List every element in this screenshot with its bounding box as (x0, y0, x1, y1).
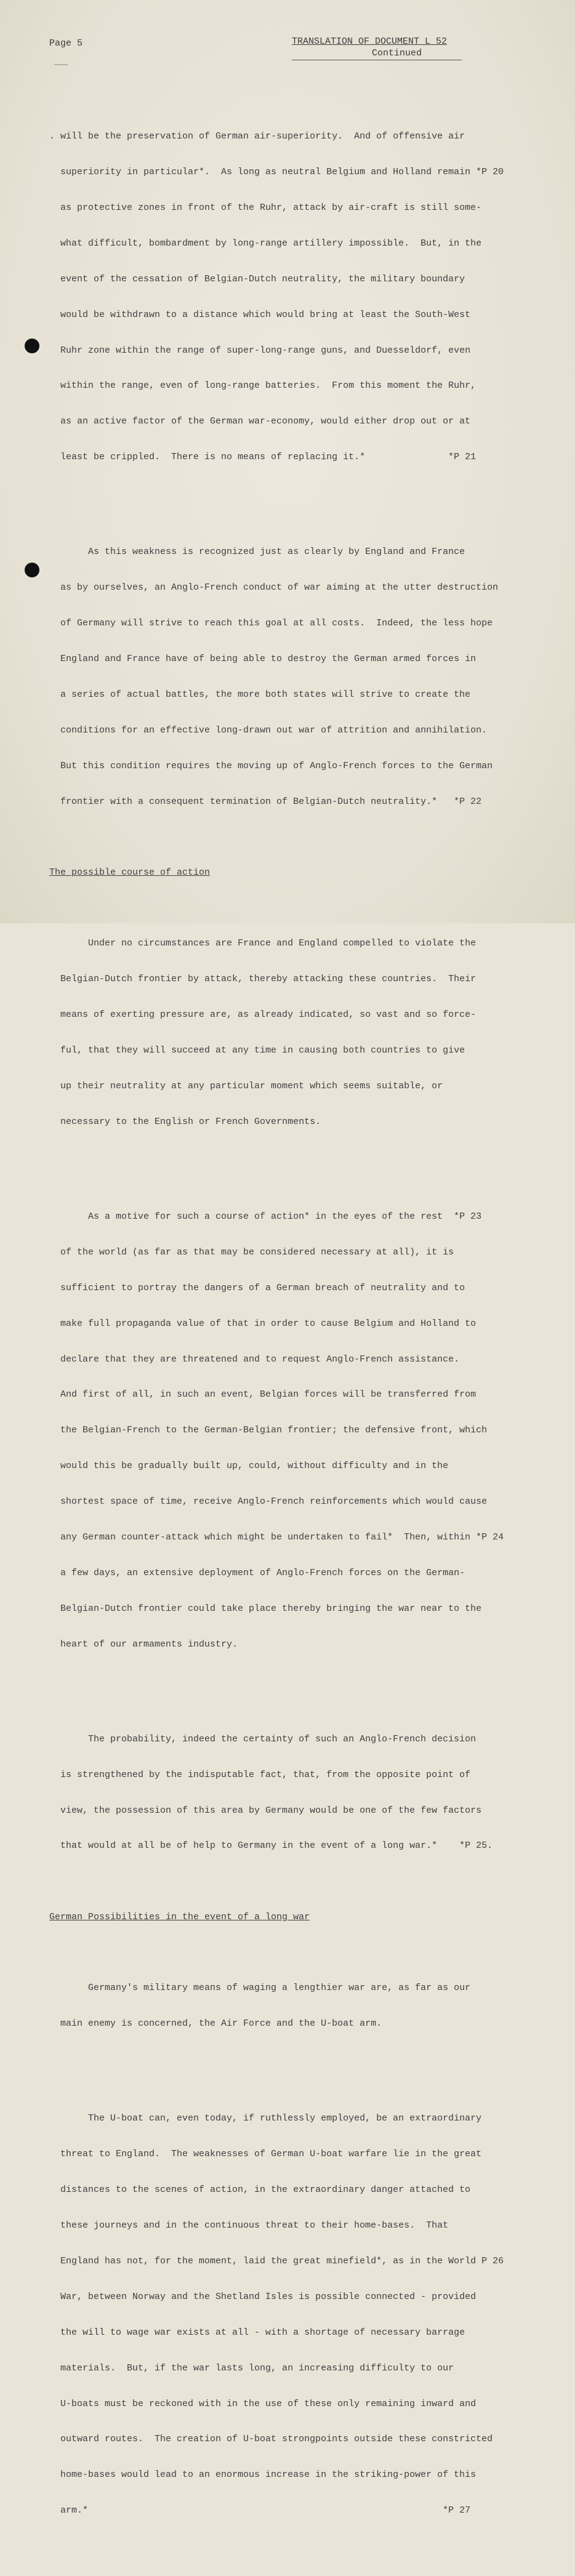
text-line: Belgian-Dutch frontier by attack, thereby attacking these countries. Their (49, 974, 476, 985)
text-line: The probability, indeed the certainty of such an Anglo-French decision (49, 1733, 476, 1744)
text-line: declare that they are threatened and to request Anglo-French assistance. (49, 1354, 460, 1365)
text-line: what difficult, bombardment by long-range artillery impossible. But, in the (49, 238, 482, 249)
text-line: is strengthened by the indisputable fact, that, from the opposite point of (49, 1769, 471, 1780)
text-line: As a motive for such a course of action* in the eyes of the rest *P 23 (49, 1211, 482, 1222)
text-line: conditions for an effective long-drawn out war of attrition and annihilation. (49, 724, 488, 736)
text-line: Belgian-Dutch frontier could take place thereby bringing the war near to the (49, 1603, 482, 1614)
text-line: Under no circumstances are France and England compelled to violate the (49, 938, 476, 949)
text-line: of Germany will strive to reach this goal at all costs. Indeed, the less hope (49, 618, 493, 629)
text-line: these journeys and in the continuous threat to their home-bases. That (49, 2220, 449, 2231)
text-line: As this weakness is recognized just as clearly by England and France (49, 547, 465, 558)
continued-label: Continued (372, 48, 422, 58)
text-line: U-boats must be reckoned with in the use of these only remaining inward and (49, 2398, 476, 2409)
paragraph-3 (49, 914, 529, 1152)
paragraph-5 (49, 1709, 529, 1876)
text-line: And first of all, in such an event, Belgian forces will be transferred from (49, 1389, 476, 1400)
paragraph-4 (49, 1187, 529, 1674)
text-line: would this be gradually built up, could, without difficulty and in the (49, 1461, 449, 1472)
text-line: event of the cessation of Belgian-Dutch neutrality, the military boundary (49, 273, 465, 284)
text-line: that would at all be of help to Germany in the event of a long war.* *P 25. (49, 1840, 493, 1852)
margin-mark (54, 64, 68, 65)
text-line: Ruhr zone within the range of super-long-range guns, and Duesseldorf, even (49, 345, 471, 356)
document-body (49, 83, 529, 2576)
text-line: shortest space of time, receive Anglo-French reinforcements which would cause (49, 1496, 488, 1507)
text-line: as protective zones in front of the Ruhr, attack by air-craft is still some- (49, 202, 482, 213)
text-line: heart of our armaments industry. (49, 1639, 238, 1650)
text-line: a few days, an extensive deployment of Anglo-French forces on the German- (49, 1567, 465, 1578)
text-line: means of exerting pressure are, as already indicated, so vast and so force- (49, 1009, 476, 1021)
punch-hole (25, 339, 39, 353)
paragraph-7 (49, 2089, 529, 2540)
text-line: as by ourselves, an Anglo-French conduct of war aiming at the utter destruction (49, 582, 499, 593)
text-line: up their neutrality at any particular moment which seems suitable, or (49, 1081, 443, 1092)
text-line: War, between Norway and the Shetland Isles is possible connected - provided (49, 2291, 476, 2302)
text-line: would be withdrawn to a distance which would bring at least the South-West (49, 309, 471, 320)
text-line: distances to the scenes of action, in the extraordinary danger attached to (49, 2185, 471, 2196)
paragraph-6 (49, 1959, 529, 2053)
text-line: frontier with a consequent termination of Belgian-Dutch neutrality.* *P 22 (49, 796, 482, 807)
text-line: threat to England. The weaknesses of German U-boat warfare lie in the great (49, 2149, 482, 2160)
punch-hole (25, 563, 39, 577)
document-header (292, 36, 462, 59)
text-line: materials. But, if the war lasts long, an increasing difficulty to our (49, 2362, 454, 2373)
section-heading: The possible course of action (49, 867, 211, 878)
text-line: within the range, even of long-range batteries. From this moment the Ruhr, (49, 380, 476, 391)
text-line: ful, that they will succeed at any time in causing both countries to give (49, 1045, 465, 1056)
text-line: a series of actual battles, the more both states will strive to create the (49, 689, 471, 700)
text-line: necessary to the English or French Governments. (49, 1116, 321, 1127)
section-heading: German Possibilities in the event of a long war (49, 1911, 310, 1922)
text-line: England has not, for the moment, laid the great minefield*, as in the World P 26 (49, 2255, 504, 2266)
document-title: TRANSLATION OF DOCUMENT L 52 (292, 36, 448, 47)
text-line: arm.* *P 27 (49, 2505, 471, 2516)
text-line: England and France have of being able to destroy the German armed forces in (49, 653, 476, 664)
text-line: main enemy is concerned, the Air Force and the U-boat arm. (49, 2018, 382, 2029)
paragraph-2 (49, 523, 529, 832)
text-line: Germany's military means of waging a lengthier war are, as far as our (49, 1983, 471, 1994)
text-line: the Belgian-French to the German-Belgian frontier; the defensive front, which (49, 1425, 488, 1436)
text-line: make full propaganda value of that in order to cause Belgium and Holland to (49, 1318, 476, 1329)
text-line: as an active factor of the German war-economy, would either drop out or at (49, 416, 471, 427)
text-line: sufficient to portray the dangers of a German breach of neutrality and to (49, 1282, 465, 1293)
paragraph-1 (49, 107, 529, 488)
text-line: of the world (as far as that may be considered necessary at all), it is (49, 1246, 454, 1258)
text-line: home-bases would lead to an enormous increase in the striking-power of this (49, 2470, 476, 2481)
text-line: least be crippled. There is no means of replacing it.* *P 21 (49, 452, 476, 463)
text-line: view, the possession of this area by Germany would be one of the few factors (49, 1805, 482, 1816)
text-line: The U-boat can, even today, if ruthlessly employed, be an extraordinary (49, 2113, 482, 2124)
text-line: superiority in particular*. As long as neutral Belgium and Holland remain *P 20 (49, 167, 504, 178)
text-line: any German counter-attack which might be undertaken to fail* Then, within *P 24 (49, 1532, 504, 1543)
text-line: outward routes. The creation of U-boat strongpoints outside these constricted (49, 2434, 493, 2445)
page-number: Page 5 (49, 38, 83, 49)
text-line: But this condition requires the moving up of Anglo-French forces to the German (49, 760, 493, 771)
text-line: . will be the preservation of German air-superiority. And of offensive air (49, 131, 465, 142)
text-line: the will to wage war exists at all - with a shortage of necessary barrage (49, 2327, 465, 2338)
